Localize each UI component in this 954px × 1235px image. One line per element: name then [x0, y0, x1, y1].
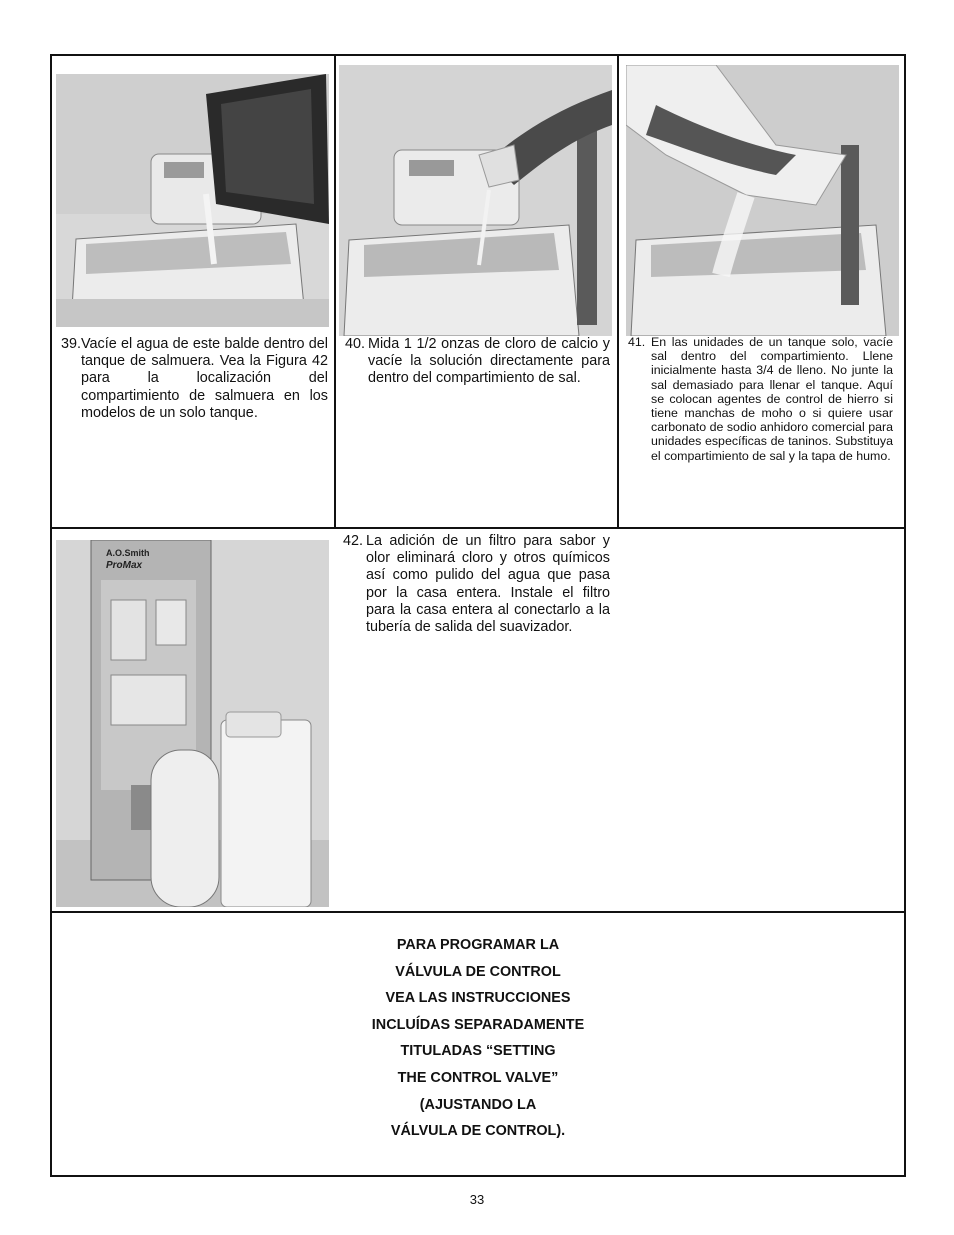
step-42	[343, 533, 610, 636]
notice-line: VEA LAS INSTRUCCIONES	[385, 990, 571, 1007]
column-divider-1	[334, 54, 336, 529]
step-42-text: La adición de un filtro para sabor y olor eliminará cloro y otros químicos así como pulido del agua que pasa por la casa entera. Instale el filtro para la casa entera al conectarlo a la tubería de salida del suavizador.	[366, 533, 610, 636]
step-40-number: 40.	[345, 336, 366, 352]
step-41-text: En las unidades de un tanque solo, vacíe sal dentro del compartimiento. Llene inicialmente hasta 3/4 de lleno. No junte la sal demasiado para llenar el tanque. Aquí se colocan agentes de control de hierro si tiene manchas de moho o si quiere usar carbonato de sodio anhidoro comercial para unidades específicas de taninos. Substituya el compartimiento de sal y la tapa de humo.	[651, 335, 893, 463]
page-number: 33	[469, 1192, 485, 1207]
programming-notice	[50, 932, 906, 1145]
photo-step-42	[56, 540, 329, 907]
step-39	[61, 336, 328, 422]
notice-line: TITULADAS “SETTING	[400, 1043, 556, 1060]
step-39-text: Vacíe el agua de este balde dentro del tanque de salmuera. Vea la Figura 42 para la localización del compartimiento de salmuera en los modelos de un solo tanque.	[81, 336, 328, 421]
photo-step-39	[56, 74, 329, 327]
step-39-number: 39.	[61, 336, 82, 352]
notice-line: VÁLVULA DE CONTROL	[395, 963, 561, 980]
notice-line: THE CONTROL VALVE”	[397, 1069, 559, 1086]
step-42-number: 42.	[343, 533, 364, 549]
photo-step-40	[339, 65, 612, 336]
heater-model-label: ProMax	[106, 560, 143, 571]
notice-line: VÁLVULA DE CONTROL).	[390, 1123, 566, 1140]
notice-line: PARA PROGRAMAR LA	[396, 937, 560, 953]
row-divider-1	[50, 527, 906, 529]
column-divider-2	[617, 54, 619, 529]
step-40	[345, 336, 610, 388]
notice-line: (AJUSTANDO LA	[419, 1096, 537, 1113]
photo-step-41	[626, 65, 899, 336]
step-40-text: Mida 1 1/2 onzas de cloro de calcio y vacíe la solución directamente para dentro del compartimiento de sal.	[368, 336, 610, 387]
step-41-number: 41.	[628, 335, 646, 349]
heater-brand-label: A.O.Smith	[106, 548, 150, 558]
step-41	[628, 335, 893, 463]
row-divider-2	[50, 911, 906, 913]
notice-line: INCLUÍDAS SEPARADAMENTE	[371, 1016, 585, 1033]
